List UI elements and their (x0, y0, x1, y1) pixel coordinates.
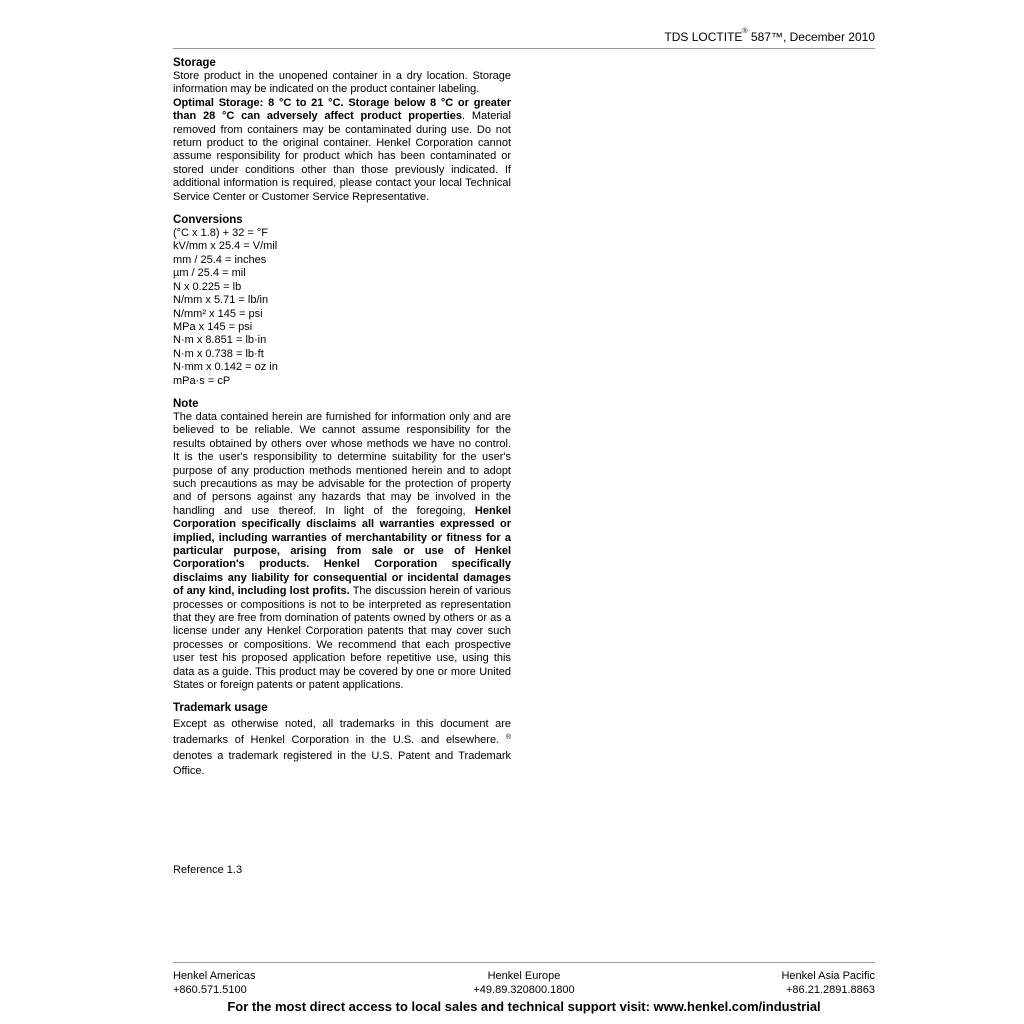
conversion-item: N·m x 0.738 = lb·ft (173, 347, 264, 360)
trademark-section (173, 701, 511, 779)
conversion-item: N·mm x 0.142 = oz in (173, 361, 278, 374)
storage-heading: Storage (173, 57, 216, 69)
note-intro: The data contained herein are furnished for information only and are believed to be reliable. We cannot assume responsibility for the results obtained by others over whose methods we have no control. It is the user's responsibility to determine suitability for the user's purpose of any production methods mentioned herein and to adopt such precautions as may be advisable for the protection of property and of persons against any hazards that may be involved in the handling and use thereof. In light of the foregoing, (173, 410, 511, 517)
title-product: TDS LOCTITE (664, 30, 743, 44)
storage-section (173, 56, 511, 204)
storage-details: . Material removed from containers may be contaminated during use. Do not return product to the original container. Henkel Corporation cannot assume responsibility for product which has been contaminated or stored under conditions other than those previously indicated. If additional information is required, please contact your local Technical Service Center or Customer Service Representative. (173, 110, 511, 203)
note-heading: Note (173, 397, 199, 410)
conversion-item: N·m x 8.851 = lb·in (173, 334, 267, 347)
title-date: 587™, December 2010 (747, 30, 875, 44)
note-section (173, 397, 511, 693)
footer-europe (173, 970, 875, 997)
registered-mark: ® (505, 734, 511, 742)
conversions-section (173, 213, 511, 388)
trademark-intro: Except as otherwise noted, all trademarks in this document are trademarks of Henkel Corporation in the U.S. and elsewhere. (173, 718, 511, 747)
reference-number: Reference 1.3 (173, 864, 243, 876)
note-text (173, 411, 511, 693)
footer-website-line: For the most direct access to local sales and technical support visit: www.henkel.com/industrial (227, 999, 821, 1014)
main-column (173, 56, 511, 780)
asia-phone: +86.21.2891.8863 (785, 983, 875, 996)
americas-phone: +860.571.5100 (173, 983, 247, 996)
conversion-item: mm / 25.4 = inches (173, 253, 267, 266)
conversion-item: kV/mm x 25.4 = V/mil (173, 240, 278, 253)
footer-asia (781, 970, 875, 997)
conversions-heading: Conversions (173, 214, 243, 227)
page-footer (173, 962, 875, 1014)
optimal-storage: Optimal Storage: 8 °C to 21 °C. Storage below 8 °C or greater than 28 °C can adversely affect product properties (173, 96, 511, 123)
disclaimer: Henkel Corporation specifically disclaims all warranties expressed or implied, including warranties of merchantability or fitness for a particular purpose, arising from sale or use of Henkel Corporation's products. Henkel Corporation specifically disclaims any liability for consequential or incidental damages of any kind, including lost profits. (173, 504, 511, 598)
europe-phone: +49.89.320800.1800 (473, 983, 575, 996)
americas-name: Henkel Americas (173, 970, 256, 982)
conversion-item: (°C x 1.8) + 32 = °F (173, 227, 268, 240)
conversion-item: mPa·s = cP (173, 374, 231, 387)
trademark-text (173, 717, 511, 779)
conversion-item: MPa x 145 = psi (173, 320, 253, 333)
document-title (664, 30, 875, 44)
conversion-item: N/mm² x 145 = psi (173, 307, 263, 320)
storage-intro: Store product in the unopened container in a dry location. Storage information may be indicated on the product container labeling. (173, 70, 511, 96)
page-header (173, 30, 875, 49)
asia-name: Henkel Asia Pacific (781, 970, 875, 982)
note-details: The discussion herein of various processes or compositions is not to be interpreted as representation that they are free from domination of patents owned by others or as a license under any Henkel Corporation patents that may cover such processes or compositions. We recommend that each prospective user test his proposed application before repetitive use, using this data as a guide. This product may be covered by one or more United States or foreign patents or patent applications. (173, 585, 512, 692)
trademark-details: denotes a trademark registered in the U.S. Patent and Trademark Office. (173, 749, 511, 778)
conversion-item: N/mm x 5.71 = lb/in (173, 294, 269, 307)
europe-name: Henkel Europe (487, 970, 561, 982)
conversion-item: µm / 25.4 = mil (173, 267, 246, 280)
trademark-heading: Trademark usage (173, 702, 268, 715)
storage-text (173, 70, 511, 204)
registered-mark: ® (742, 28, 748, 35)
conversion-item: N x 0.225 = lb (173, 280, 242, 293)
